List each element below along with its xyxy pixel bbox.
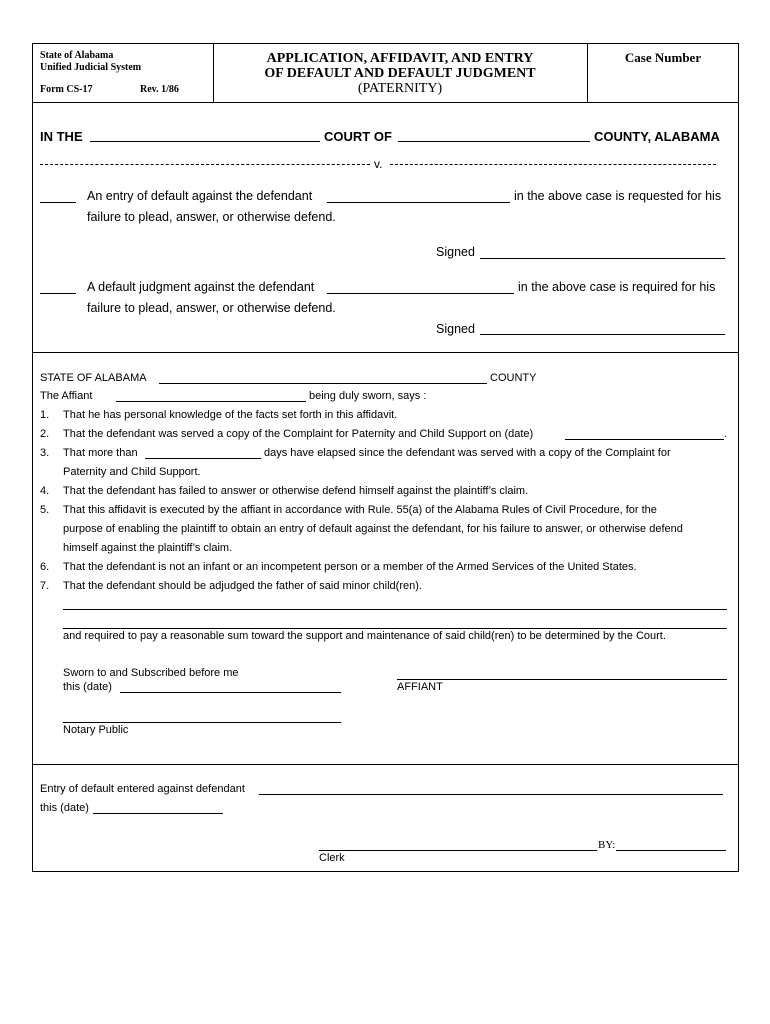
form-title-line1: APPLICATION, AFFIDAVIT, AND ENTRY [266,51,534,66]
county-name-field[interactable] [398,141,590,142]
affidavit-state: STATE OF ALABAMA [40,372,147,384]
signature-field-2[interactable] [480,334,725,335]
item-number: 4. [40,485,50,497]
item-text: That this affidavit is executed by the affiant in accordance with Rule. 55(a) of the Alabama Rules of Civil Procedure, for the [63,504,657,516]
by-label: BY: [598,839,616,851]
form-title-line3: (PATERNITY) [357,81,443,96]
versus-label: v. [374,157,383,171]
children-field-2[interactable] [63,628,727,629]
affiant-signature-field[interactable] [397,679,727,680]
form-title-line2: OF DEFAULT AND DEFAULT JUDGMENT [264,66,536,81]
affidavit-county-field[interactable] [159,383,487,384]
item-text: That the defendant has failed to answer or otherwise defend himself against the plaintiff’s claim. [63,485,529,497]
system-label: Unified Judicial System [40,62,142,73]
item-text-b: days have elapsed since the defendant was served with a copy of the Complaint for [264,447,671,459]
entry-line2: failure to plead, answer, or otherwise defend. [87,210,336,224]
in-the-label: IN THE [40,129,83,144]
affidavit-county-label: COUNTY [490,372,537,384]
notary-label: Notary Public [63,724,129,736]
sworn-date-field[interactable] [120,692,341,693]
sworn-line1: Sworn to and Subscribed before me [63,667,239,679]
court-of-label: COURT OF [324,129,392,144]
days-elapsed-field[interactable] [145,458,261,459]
item-number: 2. [40,428,50,440]
plaintiff-field[interactable] [40,164,370,165]
item-text: That he has personal knowledge of the facts set forth in this affidavit. [63,409,398,421]
entry-checkbox-line[interactable] [40,202,76,203]
clerk-date-field[interactable] [93,813,223,814]
revision: Rev. 1/86 [140,84,179,95]
clerk-entry-text: Entry of default entered against defendant [40,783,245,795]
item-tail: . [724,428,728,440]
judgment-checkbox-line[interactable] [40,293,76,294]
state-label: State of Alabama [40,50,114,61]
judgment-text: A default judgment against the defendant [87,280,315,294]
children-field-1[interactable] [63,609,727,610]
entry-tail: in the above case is requested for his [514,189,722,203]
by-signature-field[interactable] [616,850,726,851]
item-number: 6. [40,561,50,573]
header-divider [32,102,739,103]
affiant-sig-label: AFFIANT [397,681,443,693]
signed-label-2: Signed [436,322,475,336]
entry-defendant-field[interactable] [327,202,510,203]
court-name-field[interactable] [90,141,320,142]
notary-signature-field[interactable] [63,722,341,723]
item-number: 3. [40,447,50,459]
clerk-this-date: this (date) [40,802,89,814]
item-cont: Paternity and Child Support. [63,466,201,478]
sworn-line2: this (date) [63,681,112,693]
section-divider-2 [32,764,739,765]
case-number-label: Case Number [624,50,702,65]
clerk-signature-field[interactable] [319,850,597,851]
form-number: Form CS-17 [40,84,93,95]
defendant-field[interactable] [390,164,716,165]
item-cont: purpose of enabling the plaintiff to obtain an entry of default against the defendant, for his failure to answer, or otherwise defend [63,523,683,535]
clerk-defendant-field[interactable] [259,794,723,795]
duly-sworn-label: being duly sworn, says : [309,390,427,402]
clerk-label: Clerk [319,852,345,864]
item-number: 1. [40,409,50,421]
section-divider-1 [32,352,739,353]
support-text: and required to pay a reasonable sum toward the support and maintenance of said child(ren) to be determined by the Court. [63,630,666,642]
affiant-name-field[interactable] [116,401,306,402]
affiant-label: The Affiant [40,390,93,402]
item-cont2: himself against the plaintiff’s claim. [63,542,233,554]
signed-label-1: Signed [436,245,475,259]
item-number: 7. [40,580,50,592]
item-number: 5. [40,504,50,516]
item-text: That the defendant was served a copy of the Complaint for Paternity and Child Support on (date) [63,428,534,440]
judgment-line2: failure to plead, answer, or otherwise defend. [87,301,336,315]
county-alabama-label: COUNTY, ALABAMA [594,129,720,144]
item-text: That the defendant should be adjudged the father of said minor child(ren). [63,580,422,592]
item-text: That the defendant is not an infant or an incompetent person or a member of the Armed Services of the United States. [63,561,637,573]
judgment-tail: in the above case is required for his [518,280,716,294]
item-text: That more than [63,447,138,459]
service-date-field[interactable] [565,439,724,440]
judgment-defendant-field[interactable] [327,293,514,294]
signature-field-1[interactable] [480,258,725,259]
entry-text: An entry of default against the defendant [87,189,313,203]
